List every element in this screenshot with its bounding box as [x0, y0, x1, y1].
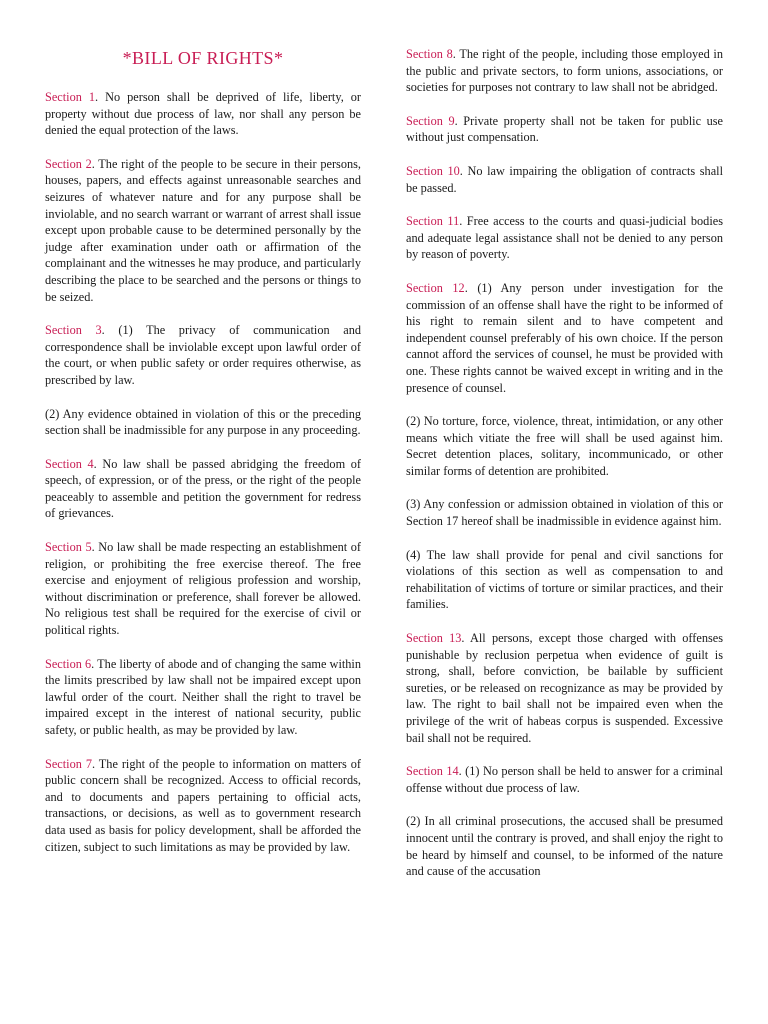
section-label: Section 11: [406, 214, 460, 229]
paragraph: [406, 213, 723, 263]
paragraph: [45, 89, 361, 139]
paragraph-text: . (1) Any person under investigation for the commission of an offense shall have the right to be informed of his right to remain silent and to have competent and independent counsel preferably of his own choice. If the person cannot afford the services of counsel, he must be provided with one. These rights cannot be waived except in writing and in the presence of counsel.: [406, 280, 723, 395]
section-label: Section 1: [45, 90, 96, 104]
paragraph-text: (3) Any confession or admission obtained in violation of this or Section 17 hereof shall be inadmissible in evidence against him.: [406, 497, 723, 529]
section-label: Section 5: [45, 540, 92, 555]
paragraph: [45, 756, 361, 856]
paragraph: [45, 656, 361, 739]
paragraph-text: (2) No torture, force, violence, threat, intimidation, or any other means which vitiate the free will shall be used against him. Secret detention places, solitary, incommunicado, or other similar forms of detention are prohibited.: [406, 414, 723, 478]
paragraph: [406, 630, 723, 746]
paragraph: [406, 163, 723, 196]
paragraph-text: . No law impairing the obligation of contracts shall be passed.: [406, 163, 723, 195]
section-label: Section 7: [45, 756, 92, 771]
section-label: Section 6: [45, 656, 92, 671]
paragraph: [45, 156, 361, 305]
paragraph-text: . No person shall be deprived of life, liberty, or property without due process of law, nor shall any person be denied the equal protection of the laws.: [45, 90, 362, 138]
section-label: Section 4: [45, 456, 94, 471]
paragraph-text: . Free access to the courts and quasi-judicial bodies and adequate legal assistance shall not be denied to any person by reason of poverty.: [406, 214, 723, 262]
left-column: [45, 89, 361, 872]
section-label: Section 13: [406, 631, 462, 646]
paragraph: [45, 322, 361, 388]
section-label: Section 9: [406, 113, 455, 128]
section-label: Section 12: [406, 280, 465, 295]
paragraph: [406, 547, 723, 613]
paragraph: [45, 406, 361, 439]
paragraph-text: . The liberty of abode and of changing the same within the limits prescribed by law shall not be impaired except upon lawful order of the court. Neither shall the right to travel be impaired except in the interest of national security, public safety, or public health, as may be provided by law.: [45, 656, 361, 737]
section-label: Section 2: [45, 156, 92, 171]
section-label: Section 14: [406, 764, 459, 779]
paragraph: [406, 413, 723, 479]
section-label: Section 8: [406, 47, 453, 61]
paragraph-text: . The right of the people, including those employed in the public and private sectors, to form unions, associations, or societies for purposes not contrary to law shall not be abridged.: [406, 47, 724, 95]
paragraph-text: (2) In all criminal prosecutions, the accused shall be presumed innocent until the contrary is proved, and shall enjoy the right to be heard by himself and counsel, to be informed of the nature and cause of the accusation: [406, 814, 723, 879]
paragraph: [406, 496, 723, 529]
paragraph-text: . The right of the people to be secure in their persons, houses, papers, and effects against unreasonable searches and seizures of whatever nature and for any purpose shall be inviolable, and no search warrant or warrant of arrest shall issue except upon probable cause to be determined personally by the judge after examination under oath or affirmation of the complainant and the witnesses he may produce, and particularly describing the place to be searched and the persons or things to be seized.: [45, 156, 361, 304]
paragraph-text: . No law shall be made respecting an establishment of religion, or prohibiting the free exercise thereof. The free exercise and enjoyment of religious profession and worship, without discrimination or preference, shall forever be allowed. No religious test shall be required for the exercise of civil or political rights.: [45, 540, 362, 638]
paragraph-text: . All persons, except those charged with offenses punishable by reclusion perpetua when evidence of guilt is strong, shall, before conviction, be bailable by sufficient sureties, or be released on recognizance as may be provided by law. The right to bail shall not be impaired even when the privilege of the writ of habeas corpus is suspended. Excessive bail shall not be required.: [406, 631, 723, 745]
paragraph: [45, 539, 361, 639]
paragraph-text: . The right of the people to information on matters of public concern shall be recognized. Access to official records, and to documents and papers pertaining to official acts, transactions, or decisions, as well as to government research data used as basis for policy development, shall be afforded the citizen, subject to such limitations as may be provided by law.: [45, 756, 361, 854]
section-label: Section 3: [45, 323, 102, 338]
paragraph: [406, 46, 723, 96]
paragraph: [45, 456, 361, 522]
paragraph-text: . Private property shall not be taken for public use without just compensation.: [406, 113, 723, 145]
paragraph: [406, 280, 723, 396]
paragraph-text: . (1) No person shall be held to answer for a criminal offense without due process of law.: [406, 764, 723, 795]
paragraph-text: . No law shall be passed abridging the freedom of speech, of expression, or of the press, or the right of the people peaceably to assemble and petition the government for redress of grievances.: [45, 456, 361, 521]
paragraph: [406, 763, 723, 796]
right-column: [406, 46, 723, 897]
paragraph-text: (4) The law shall provide for penal and civil sanctions for violations of this section as well as compensation to and rehabilitation of victims of torture or similar practices, and their families.: [406, 547, 723, 612]
document-title: *BILL OF RIGHTS*: [122, 48, 284, 68]
paragraph-text: . (1) The privacy of communication and correspondence shall be inviolable except upon lawful order of the court, or when public safety or order requires otherwise, as prescribed by law.: [45, 323, 362, 387]
paragraph: [406, 813, 723, 879]
section-label: Section 10: [406, 163, 460, 178]
paragraph-text: (2) Any evidence obtained in violation of this or the preceding section shall be inadmissible for any purpose in any proceeding.: [45, 406, 361, 438]
paragraph: [406, 113, 723, 146]
